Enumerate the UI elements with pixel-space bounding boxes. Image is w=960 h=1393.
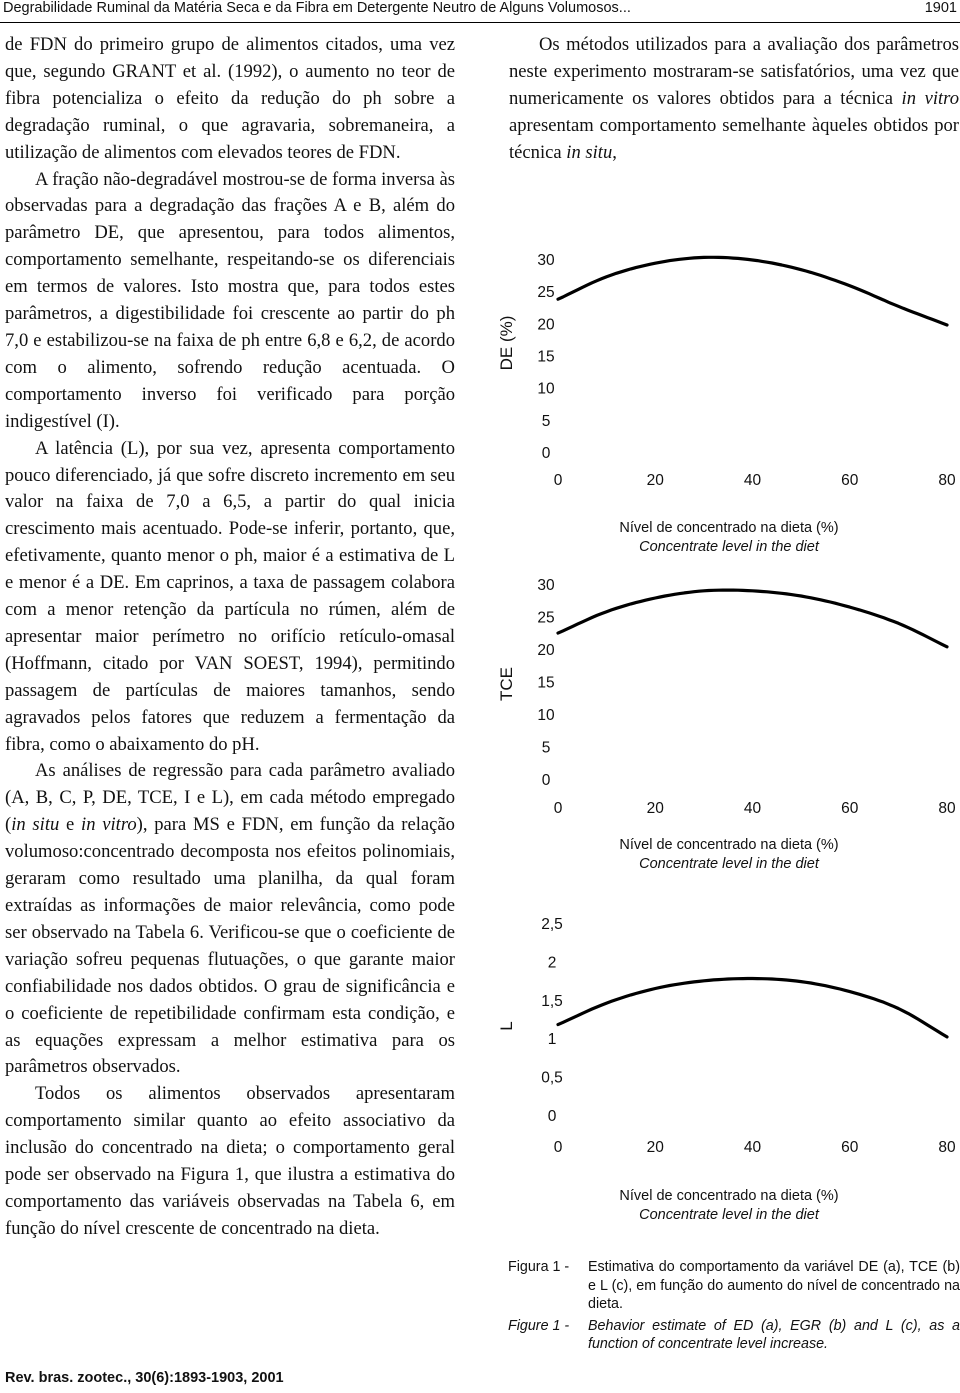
right-intro-paragraph <box>509 32 959 167</box>
intro-insitu: in situ <box>566 141 613 163</box>
paragraph-2: A fração não-degradável mostrou-se de forma inversa às observadas para a degradação das frações A e B, além do parâmetro DE, que apresentou, para todos alimentos, comportamento semelhante, respeitando-se os diferenciais em termos de valores. Isto mostra que, para todos estes parâmetros, a digestibilidade foi crescente ao partir do ph 7,0 e estabilizou-se na faixa de ph entre 6,8 e 6,2, de acordo com o alimento, sofrendo redução acentuada. O comportamento inverso foi verificado para porção indigestível (I). <box>5 168 455 432</box>
chart-2-ytick-label: 2,5 <box>541 916 563 933</box>
paragraph-5: Todos os alimentos observados apresentaram comportamento similar quanto ao efeito associativo da inclusão do concentrado na dieta; o comportamento geral pode ser observado na Figura 1, que ilustra a estimativa do comportamento das variáveis observadas na Tabela 6, em função do nível crescente de concentrado na dieta. <box>5 1083 455 1239</box>
paragraph-1: de FDN do primeiro grupo de alimentos citados, uma vez que, segundo GRANT et al. (1992), o aumento no teor de fibra potencializa o efeito da redução do ph sobre a degradação ruminal, o que agravaria, sobremaneira, a utilização de alimentos com elevados teores de FDN. <box>5 34 455 163</box>
chart-1-ytick-label: 25 <box>537 609 555 627</box>
caption-en-label: Figure 1 - <box>508 1317 570 1334</box>
chart-tce-xlabel: Nível de concentrado na dieta (%) <box>619 837 839 853</box>
paragraph-3: A latência (L), por sua vez, apresenta comportamento pouco diferenciado, já que sofre discreto incremento em seu valor na faixa de 7,0 a 6,5, a partir do qual inicia crescimento mais acentuado. Pode-se inferir, portanto, que, efetivamente, quanto menor o ph, maior é a estimativa de L e menor é a DE. Em caprinos, a taxa de passagem colabora com a menor retenção da partícula no rúmen, além de apresentar maior perímetro no orifício retículo-omasal (Hoffmann, citado por VAN SOEST, 1994), permitindo passagem de partículas de maiores tamanhos, sendo agravados pelos fatores que reduzem a fermentação da fibra, como o abaixamento do pH. <box>5 437 455 755</box>
chart-1-xtick-label: 60 <box>841 800 859 817</box>
chart-2-xtick-label: 40 <box>743 1139 762 1156</box>
chart-1-xtick-label: 20 <box>646 800 664 817</box>
figure-caption <box>508 1258 960 1354</box>
caption-en <box>508 1317 960 1354</box>
chart-de-xcaption <box>498 519 960 557</box>
p4-insitu: in situ <box>11 814 60 836</box>
chart-0-ytick-label: 25 <box>537 284 555 302</box>
chart-l-xlabel: Nível de concentrado na dieta (%) <box>619 1188 839 1204</box>
intro-invitro: in vitro <box>901 87 959 109</box>
journal-footer: Rev. bras. zootec., 30(6):1893-1903, 2001 <box>5 1370 284 1386</box>
chart-1-xtick-label: 80 <box>938 800 956 817</box>
chart-l-xlabel-en: Concentrate level in the diet <box>639 1207 819 1223</box>
chart-2-ytick-label: 0,5 <box>541 1069 563 1087</box>
page-number: 1901 <box>924 0 957 16</box>
caption-pt-label: Figura 1 - <box>508 1259 570 1275</box>
chart-0-ytick-label: 0 <box>541 445 551 462</box>
chart-2-series-line <box>558 979 947 1037</box>
chart-0-ytick-label: 15 <box>537 348 555 366</box>
chart-2-xtick-label: 80 <box>938 1139 956 1156</box>
chart-0-series-line <box>558 257 947 325</box>
chart-0-xtick-label: 80 <box>938 472 956 489</box>
chart-tce-xcaption <box>498 836 960 874</box>
chart-tce-svg <box>498 570 960 820</box>
chart-0-xtick-label: 40 <box>743 472 762 489</box>
chart-0-ytick-label: 10 <box>537 380 555 398</box>
chart-1-xtick-label: 0 <box>553 800 563 817</box>
running-header <box>3 0 957 22</box>
intro-text-c: , <box>612 141 617 163</box>
chart-tce <box>498 570 960 874</box>
chart-0-ytick-label: 30 <box>537 252 555 269</box>
running-title: Degrabilidade Ruminal da Matéria Seca e da Fibra em Detergente Neutro de Alguns Volumosos... <box>3 0 631 16</box>
chart-2-xtick-label: 0 <box>553 1139 563 1156</box>
chart-0-ytick-label: 20 <box>537 316 555 334</box>
chart-1-ytick-label: 5 <box>541 739 551 757</box>
chart-2-xtick-label: 20 <box>646 1139 664 1156</box>
chart-1-series-line <box>558 590 947 647</box>
chart-0-xtick-label: 20 <box>646 472 664 489</box>
p4-text-a: As análises de regressão para cada parâmetro avaliado (A, B, C, P, DE, TCE, I e L), em cada método empregado ( <box>5 760 455 836</box>
intro-text-b: apresentam comportamento semelhante àqueles obtidos por técnica <box>509 114 959 163</box>
chart-de-svg <box>498 228 960 503</box>
chart-1-ytick-label: 15 <box>537 674 555 692</box>
chart-0-ylabel: DE (%) <box>497 315 516 371</box>
chart-1-ytick-label: 20 <box>537 642 555 659</box>
chart-tce-xlabel-en: Concentrate level in the diet <box>639 856 819 872</box>
left-column <box>5 32 455 1243</box>
chart-1-xtick-label: 40 <box>743 800 762 817</box>
chart-2-ytick-label: 1,5 <box>541 992 563 1010</box>
p4-text-b: e <box>59 814 82 836</box>
chart-de <box>498 228 960 560</box>
chart-1-ytick-label: 30 <box>537 577 555 594</box>
chart-2-xtick-label: 60 <box>841 1139 859 1156</box>
chart-1-ytick-label: 0 <box>541 772 551 789</box>
caption-en-text: Behavior estimate of ED (a), EGR (b) and L (c), as a function of concentrate level increase. <box>588 1317 960 1352</box>
caption-pt <box>508 1258 960 1314</box>
chart-l <box>498 912 960 1230</box>
chart-l-xcaption <box>498 1187 960 1225</box>
header-rule <box>0 22 960 23</box>
chart-0-ytick-label: 5 <box>541 412 551 430</box>
p4-text-c: ), para MS e FDN, em função da relação volumoso:concentrado decomposta nos efeitos polinomiais, geraram como resultado uma planilha, da qual foram extraídas as informações de maior relevância, como pode ser observado na Tabela 6. Verificou-se que o coeficiente de variação sofreu pequenas flutuações, o que garante maior confiabilidade nos dados obtidos. O grau de significância e o coeficiente de repetibilidade confirmam esta condição, e as equações expressam a melhor estimativa para os parâmetros observados. <box>5 814 455 1078</box>
chart-1-ylabel: TCE <box>497 667 516 701</box>
chart-2-ylabel: L <box>497 1021 516 1031</box>
chart-2-ytick-label: 1 <box>547 1031 557 1049</box>
chart-2-ytick-label: 2 <box>547 954 557 972</box>
intro-text-a: Os métodos utilizados para a avaliação dos parâmetros neste experimento mostraram-se satisfatórios, uma vez que numericamente os valores obtidos para a técnica <box>509 34 959 109</box>
paragraph-4 <box>5 758 455 1081</box>
caption-pt-text: Estimativa do comportamento da variável DE (a), TCE (b) e L (c), em função do aumento do nível de concentrado na dieta. <box>588 1259 960 1312</box>
chart-de-xlabel-en: Concentrate level in the diet <box>639 539 819 555</box>
chart-de-xlabel: Nível de concentrado na dieta (%) <box>619 520 839 536</box>
chart-1-ytick-label: 10 <box>537 707 555 724</box>
chart-0-xtick-label: 0 <box>553 472 563 489</box>
chart-2-ytick-label: 0 <box>547 1108 557 1125</box>
chart-l-svg <box>498 912 960 1162</box>
chart-0-xtick-label: 60 <box>841 472 859 489</box>
p4-invitro: in vitro <box>81 814 137 836</box>
